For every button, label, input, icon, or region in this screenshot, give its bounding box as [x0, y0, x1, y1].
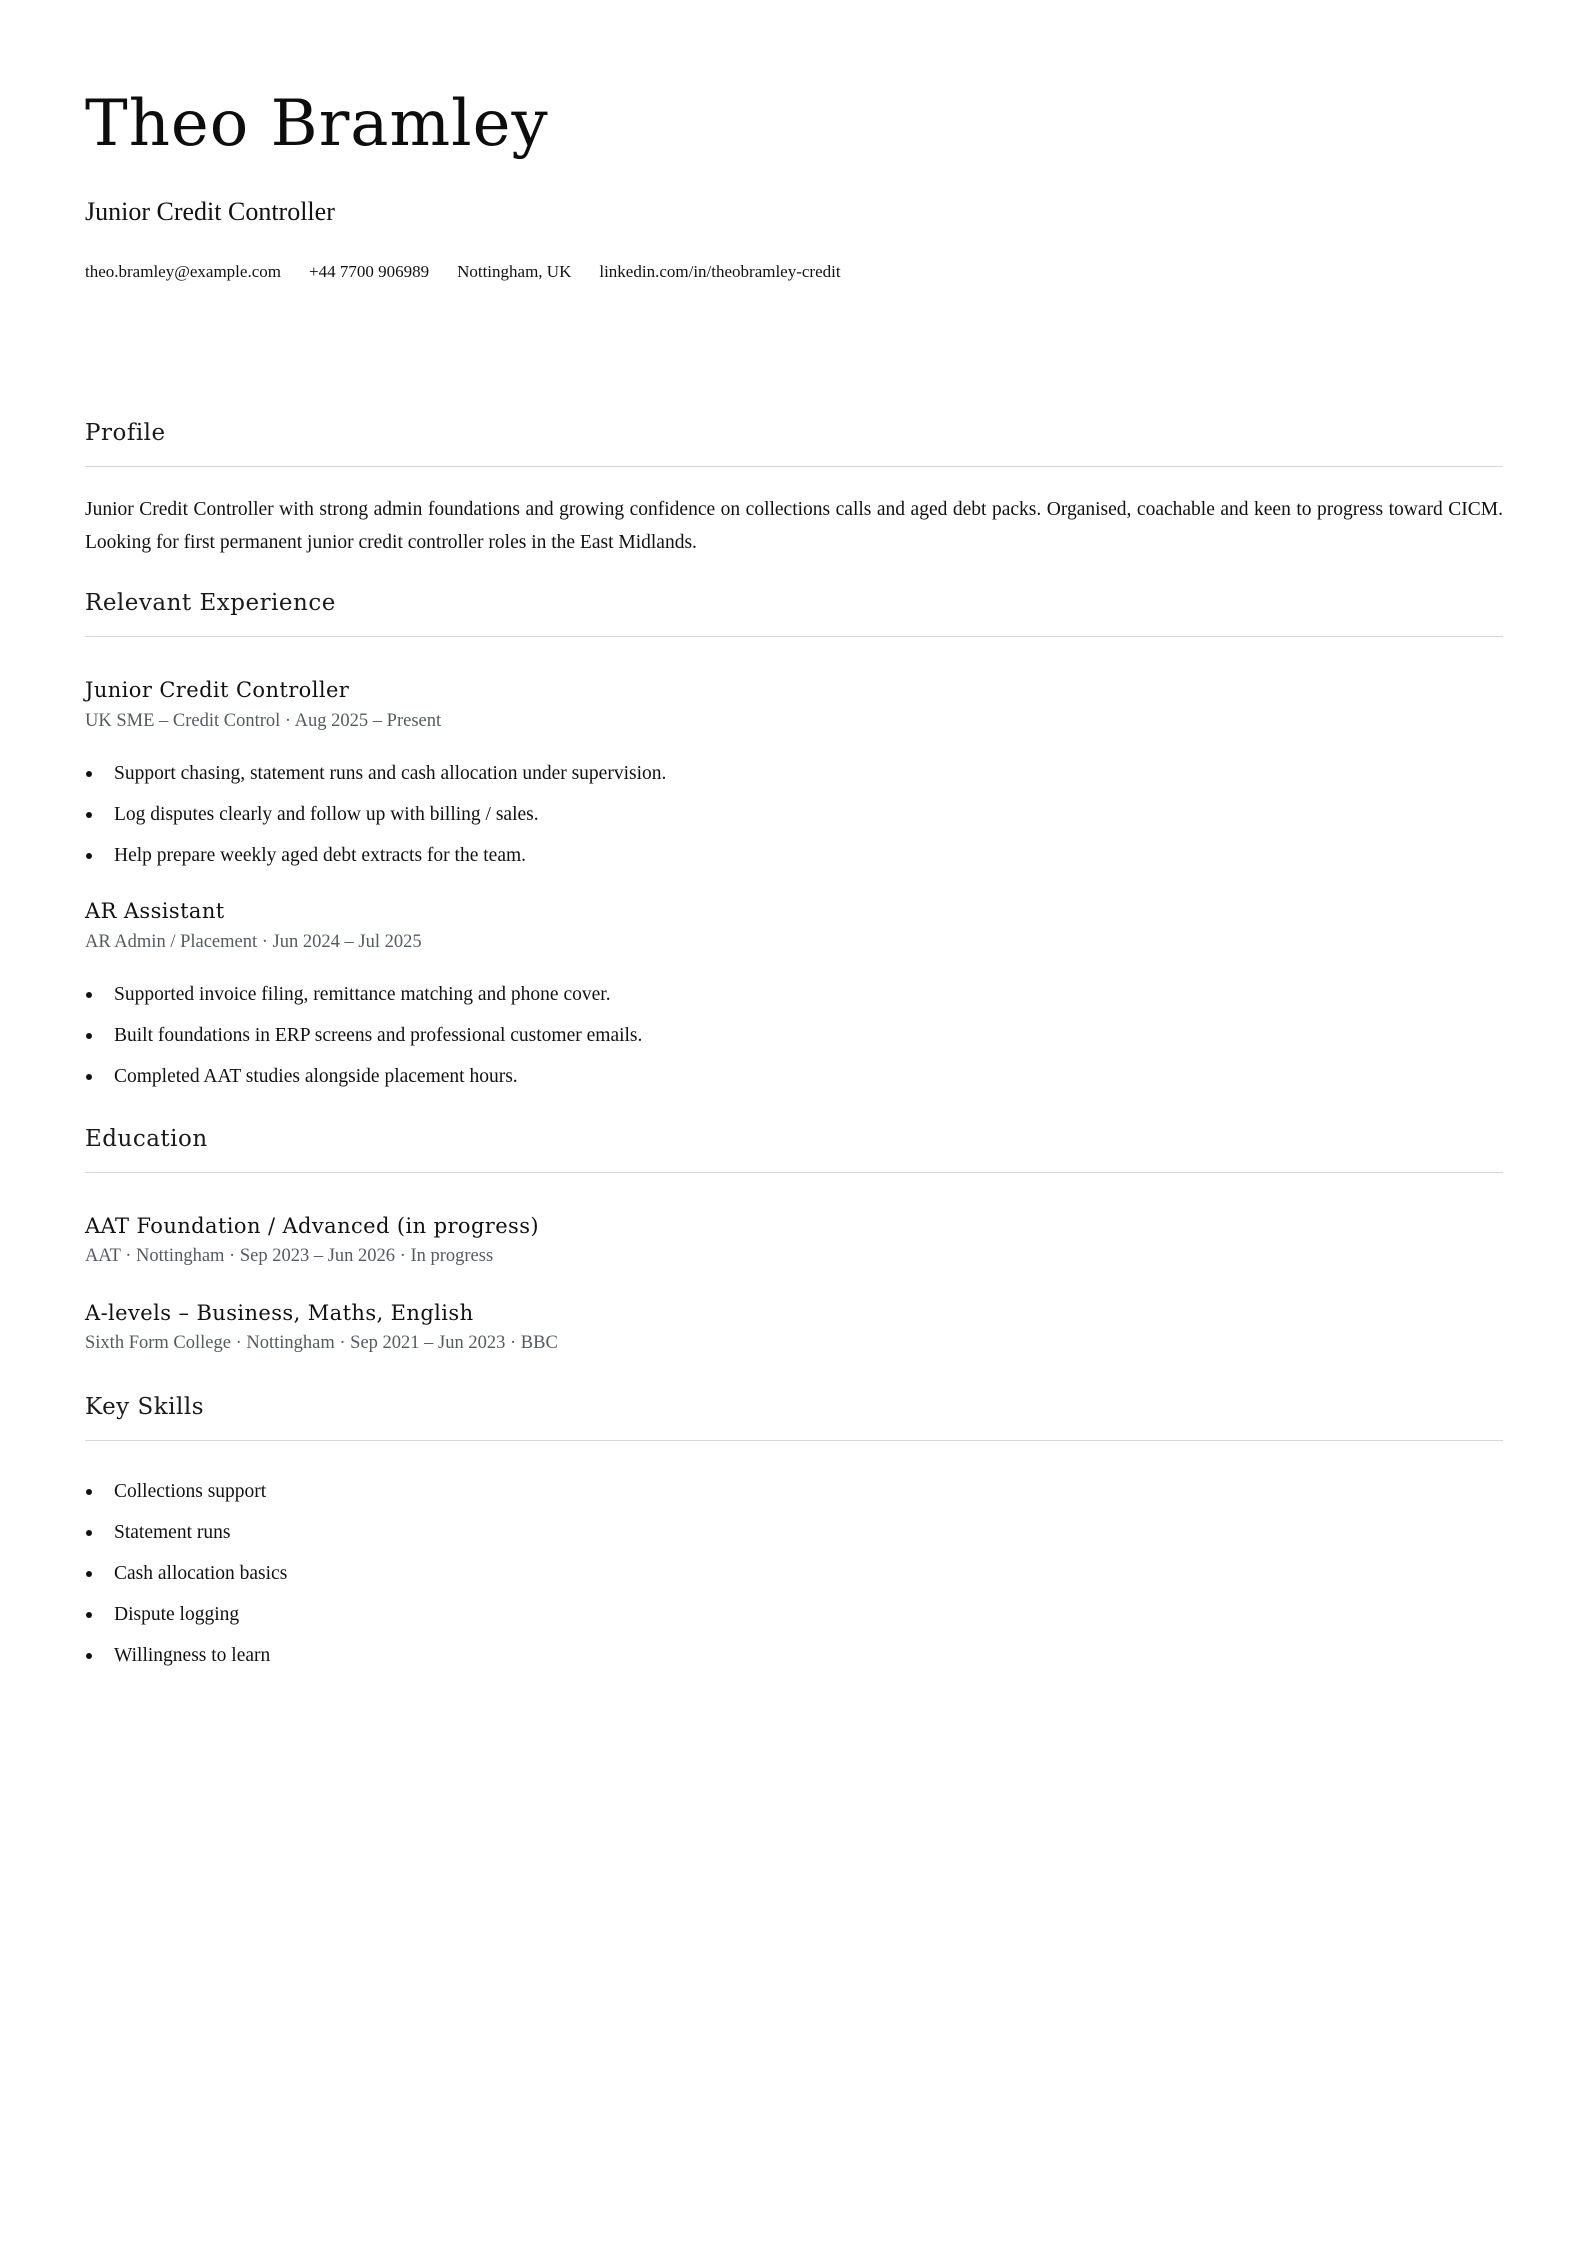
section-divider — [85, 636, 1503, 637]
list-item: Willingness to learn — [85, 1644, 287, 1685]
bullet-icon — [86, 812, 92, 818]
job-bullet-list — [85, 762, 666, 885]
list-item: Support chasing, statement runs and cash allocation under supervision. — [85, 762, 666, 803]
job-title: Junior Credit Controller — [85, 678, 350, 702]
list-item: Supported invoice filing, remittance matching and phone cover. — [85, 983, 642, 1024]
job-title: AR Assistant — [85, 899, 225, 923]
job-meta: AR Admin / Placement · Jun 2024 – Jul 2025 — [85, 932, 422, 952]
contact-linkedin[interactable]: linkedin.com/in/theobramley-credit — [599, 262, 841, 281]
section-heading-education: Education — [85, 1126, 208, 1152]
contact-email[interactable]: theo.bramley@example.com — [85, 262, 281, 281]
section-divider — [85, 1172, 1503, 1173]
education-meta: Sixth Form College · Nottingham · Sep 2021 – Jun 2023 · BBC — [85, 1333, 558, 1353]
job-bullet-list — [85, 983, 642, 1106]
bullet-icon — [86, 771, 92, 777]
bullet-icon — [86, 1653, 92, 1659]
section-heading-skills: Key Skills — [85, 1394, 205, 1420]
candidate-name: Theo Bramley — [85, 87, 549, 161]
candidate-title: Junior Credit Controller — [85, 197, 335, 226]
section-divider — [85, 1440, 1503, 1441]
list-item: Log disputes clearly and follow up with billing / sales. — [85, 803, 666, 844]
bullet-icon — [86, 1571, 92, 1577]
contact-location: Nottingham, UK — [457, 262, 572, 281]
section-heading-profile: Profile — [85, 420, 166, 446]
list-item: Dispute logging — [85, 1603, 287, 1644]
bullet-icon — [86, 1489, 92, 1495]
education-title: AAT Foundation / Advanced (in progress) — [85, 1214, 540, 1238]
section-heading-experience: Relevant Experience — [85, 590, 336, 616]
profile-summary: Junior Credit Controller with strong admin foundations and growing confidence on collections calls and aged debt packs. Organised, coachable and keen to progress toward CICM. Looking for first permanent junior credit controller roles in the East Midlands. — [85, 499, 1503, 553]
education-meta: AAT · Nottingham · Sep 2023 – Jun 2026 · In progress — [85, 1246, 494, 1266]
section-divider — [85, 466, 1503, 467]
list-item: Built foundations in ERP screens and professional customer emails. — [85, 1024, 642, 1065]
list-item: Help prepare weekly aged debt extracts for the team. — [85, 844, 666, 885]
bullet-icon — [86, 1612, 92, 1618]
list-item: Statement runs — [85, 1521, 287, 1562]
list-item: Completed AAT studies alongside placement hours. — [85, 1065, 642, 1106]
bullet-icon — [86, 992, 92, 998]
bullet-icon — [86, 1033, 92, 1039]
contact-row — [85, 262, 841, 282]
education-title: A-levels – Business, Maths, English — [85, 1301, 474, 1325]
job-meta: UK SME – Credit Control · Aug 2025 – Present — [85, 711, 442, 731]
bullet-icon — [86, 1530, 92, 1536]
contact-phone[interactable]: +44 7700 906989 — [308, 262, 430, 281]
list-item: Collections support — [85, 1480, 287, 1521]
bullet-icon — [86, 853, 92, 859]
list-item: Cash allocation basics — [85, 1562, 287, 1603]
bullet-icon — [86, 1074, 92, 1080]
skills-list — [85, 1480, 287, 1685]
